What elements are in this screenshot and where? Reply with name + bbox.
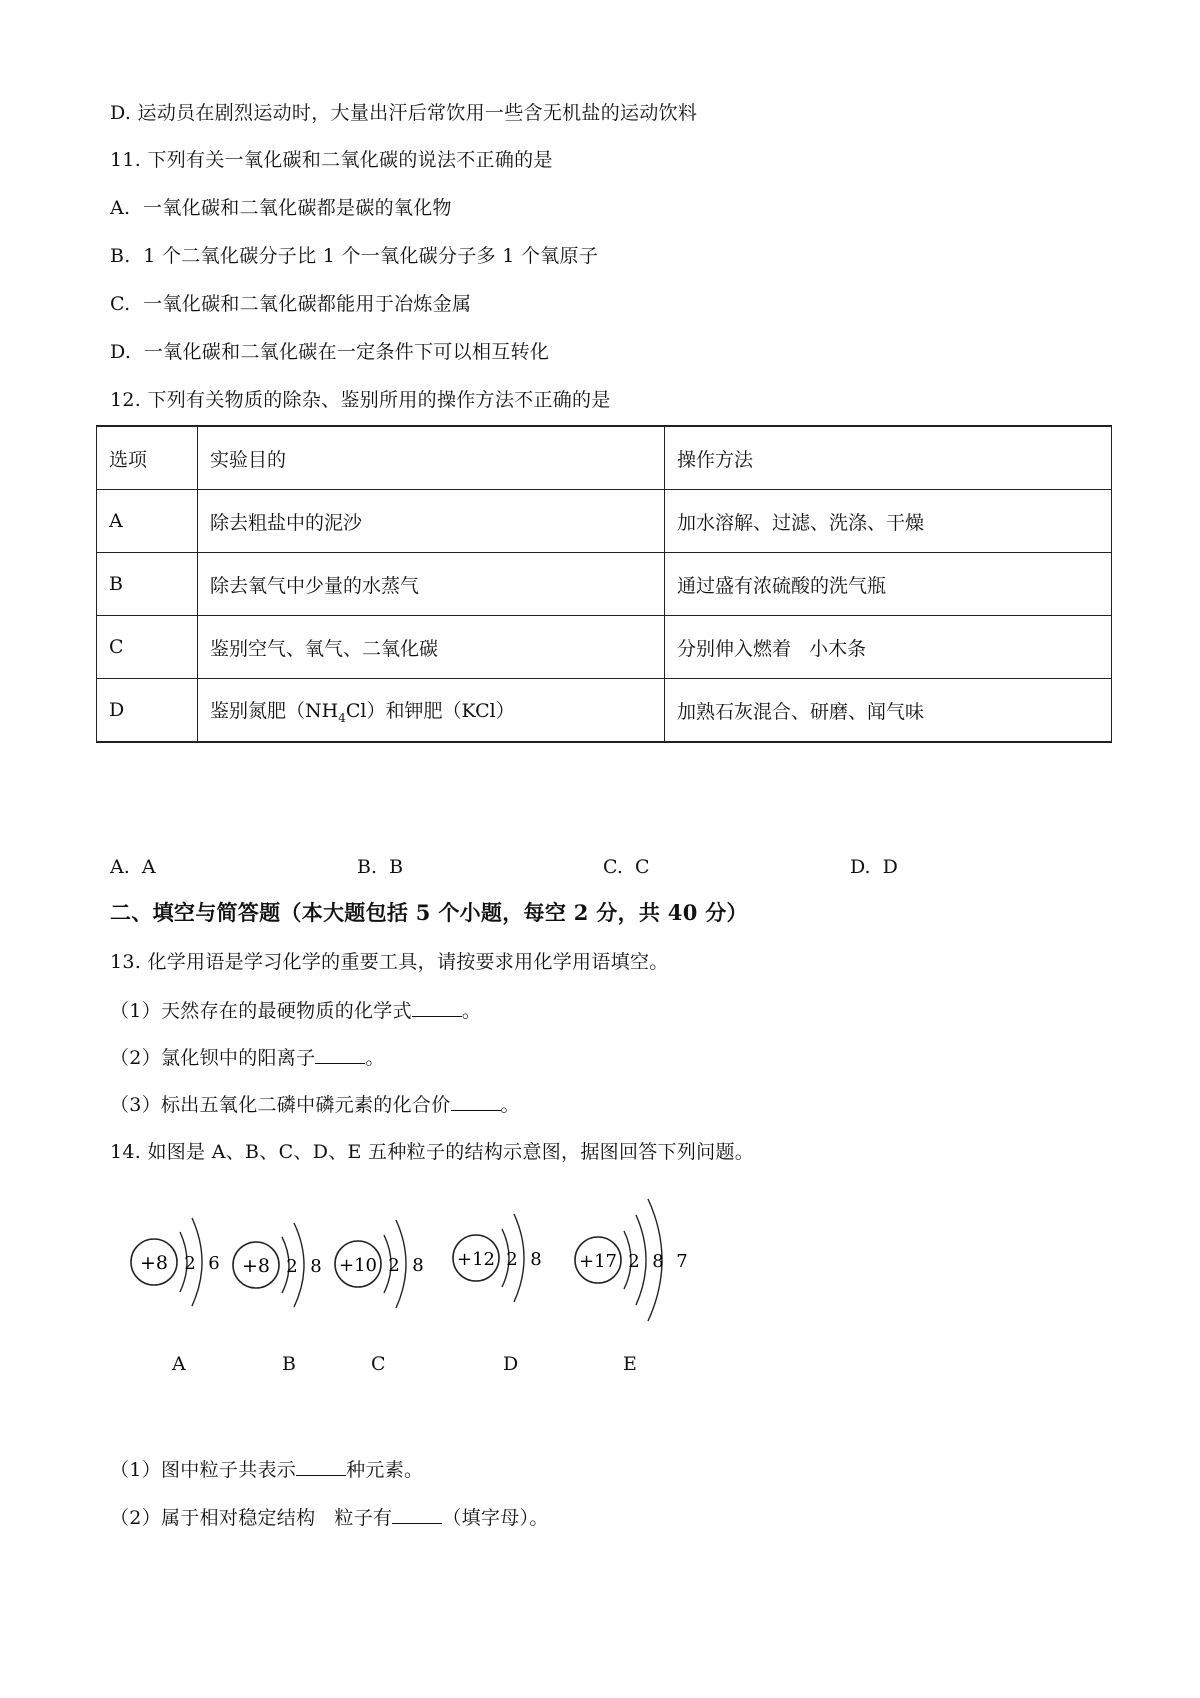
row-method: 加熟石灰混合、研磨、闻气味 xyxy=(665,679,1112,743)
atom-label-c: C xyxy=(371,1353,386,1375)
shell-electrons: 2 xyxy=(628,1251,640,1272)
q13-stem: 13. 化学用语是学习化学的重要工具，请按要求用化学用语填空。 xyxy=(110,951,669,973)
answer-blank xyxy=(392,1505,442,1524)
nucleus-charge: +12 xyxy=(457,1249,495,1270)
table-header-row xyxy=(97,426,1112,490)
answer-blank xyxy=(451,1092,501,1111)
atom-diagram-e xyxy=(575,1199,688,1321)
answer-blank xyxy=(412,998,462,1017)
goal-part: Cl）和钾肥（KCl） xyxy=(345,699,515,722)
q13-part2 xyxy=(110,1045,385,1070)
table-row xyxy=(97,490,1112,553)
q11-option-b: B. 1 个二氧化碳分子比 1 个一氧化碳分子多 1 个氧原子 xyxy=(110,245,599,267)
table-row xyxy=(97,553,1112,616)
row-option: D xyxy=(97,679,198,743)
shell-electrons: 8 xyxy=(530,1249,542,1270)
nucleus-charge: +17 xyxy=(579,1251,617,1272)
q14-part1 xyxy=(110,1457,423,1482)
shell-electrons: 8 xyxy=(652,1251,664,1272)
subscript: 4 xyxy=(338,710,346,725)
q13-part1 xyxy=(110,998,481,1023)
shell-electrons: 8 xyxy=(310,1256,322,1277)
q13-part3-text: （3）标出五氧化二磷中磷元素的化合价 xyxy=(110,1094,451,1116)
shell-electrons: 2 xyxy=(184,1253,196,1274)
q14-part1-suffix: 种元素。 xyxy=(346,1459,424,1481)
q12-choice-b: B. B xyxy=(357,856,404,878)
period: 。 xyxy=(461,1000,482,1022)
row-goal: 鉴别空气、氧气、二氧化碳 xyxy=(198,616,665,679)
shell-electrons: 2 xyxy=(388,1255,400,1276)
q12-stem: 12. 下列有关物质的除杂、鉴别所用的操作方法不正确的是 xyxy=(110,389,611,411)
period: 。 xyxy=(500,1094,520,1116)
header-option: 选项 xyxy=(97,426,198,490)
q10-option-d: D. 运动员在剧烈运动时，大量出汗后常饮用一些含无机盐的运动饮料 xyxy=(110,102,698,124)
section-heading: 二、填空与简答题（本大题包括 5 个小题，每空 2 分，共 40 分） xyxy=(110,900,748,925)
row-goal: 除去氧气中少量的水蒸气 xyxy=(198,553,665,616)
nucleus-charge: +10 xyxy=(339,1255,377,1276)
q14-part2 xyxy=(110,1505,549,1530)
nucleus-charge: +8 xyxy=(241,1255,271,1277)
shell-electrons: 8 xyxy=(412,1255,424,1276)
atom-diagram-c xyxy=(335,1220,424,1308)
row-method: 分别伸入燃着 小木条 xyxy=(665,616,1112,679)
atom-diagram-b xyxy=(233,1223,322,1307)
shell-electrons: 7 xyxy=(676,1251,688,1272)
atom-label-d: D xyxy=(503,1353,519,1375)
q11-stem: 11. 下列有关一氧化碳和二氧化碳的说法不正确的是 xyxy=(110,149,553,171)
q12-table xyxy=(96,425,1112,743)
q14-part1-text: （1）图中粒子共表示 xyxy=(110,1459,297,1481)
q12-choice-c: C. C xyxy=(603,856,650,878)
q12-choice-d: D. D xyxy=(850,856,898,878)
q13-part2-text: （2）氯化钡中的阳离子 xyxy=(110,1047,316,1069)
table-row xyxy=(97,679,1112,743)
shell-electrons: 6 xyxy=(208,1253,220,1274)
q11-option-d: D. 一氧化碳和二氧化碳在一定条件下可以相互转化 xyxy=(110,341,550,363)
row-option: C xyxy=(97,616,198,679)
atom-label-a: A xyxy=(172,1353,186,1375)
goal-part: 鉴别氮肥（NH xyxy=(210,699,339,722)
shell-electrons: 2 xyxy=(506,1249,518,1270)
row-goal: 除去粗盐中的泥沙 xyxy=(198,490,665,553)
shell-electrons: 2 xyxy=(286,1256,298,1277)
row-goal xyxy=(198,679,665,743)
period: 。 xyxy=(365,1047,385,1069)
q11-option-c: C. 一氧化碳和二氧化碳都能用于冶炼金属 xyxy=(110,293,472,315)
q11-option-a: A. 一氧化碳和二氧化碳都是碳的氧化物 xyxy=(110,197,452,219)
table-row xyxy=(97,616,1112,679)
answer-blank xyxy=(315,1045,365,1064)
row-method: 通过盛有浓硫酸的洗气瓶 xyxy=(665,553,1112,616)
row-option: A xyxy=(97,490,198,553)
row-option: B xyxy=(97,553,198,616)
q13-part1-text: （1）天然存在的最硬物质的化学式 xyxy=(110,1000,412,1022)
q12-choice-a: A. A xyxy=(110,856,156,878)
atom-diagram-a xyxy=(131,1218,220,1306)
atom-label-e: E xyxy=(623,1353,637,1375)
q14-part2-suffix: （填字母）。 xyxy=(442,1507,549,1529)
header-goal: 实验目的 xyxy=(198,426,665,490)
header-method: 操作方法 xyxy=(665,426,1112,490)
atom-label-b: B xyxy=(282,1353,296,1375)
q14-part2-text: （2）属于相对稳定结构 粒子有 xyxy=(110,1507,393,1529)
answer-blank xyxy=(296,1457,346,1476)
q14-stem: 14. 如图是 A、B、C、D、E 五种粒子的结构示意图，据图回答下列问题。 xyxy=(110,1141,755,1163)
nucleus-charge: +8 xyxy=(139,1252,169,1274)
q13-part3 xyxy=(110,1092,520,1117)
row-method: 加水溶解、过滤、洗涤、干燥 xyxy=(665,490,1112,553)
atom-structure-diagrams xyxy=(120,1185,700,1335)
atom-diagram-d xyxy=(453,1214,542,1302)
